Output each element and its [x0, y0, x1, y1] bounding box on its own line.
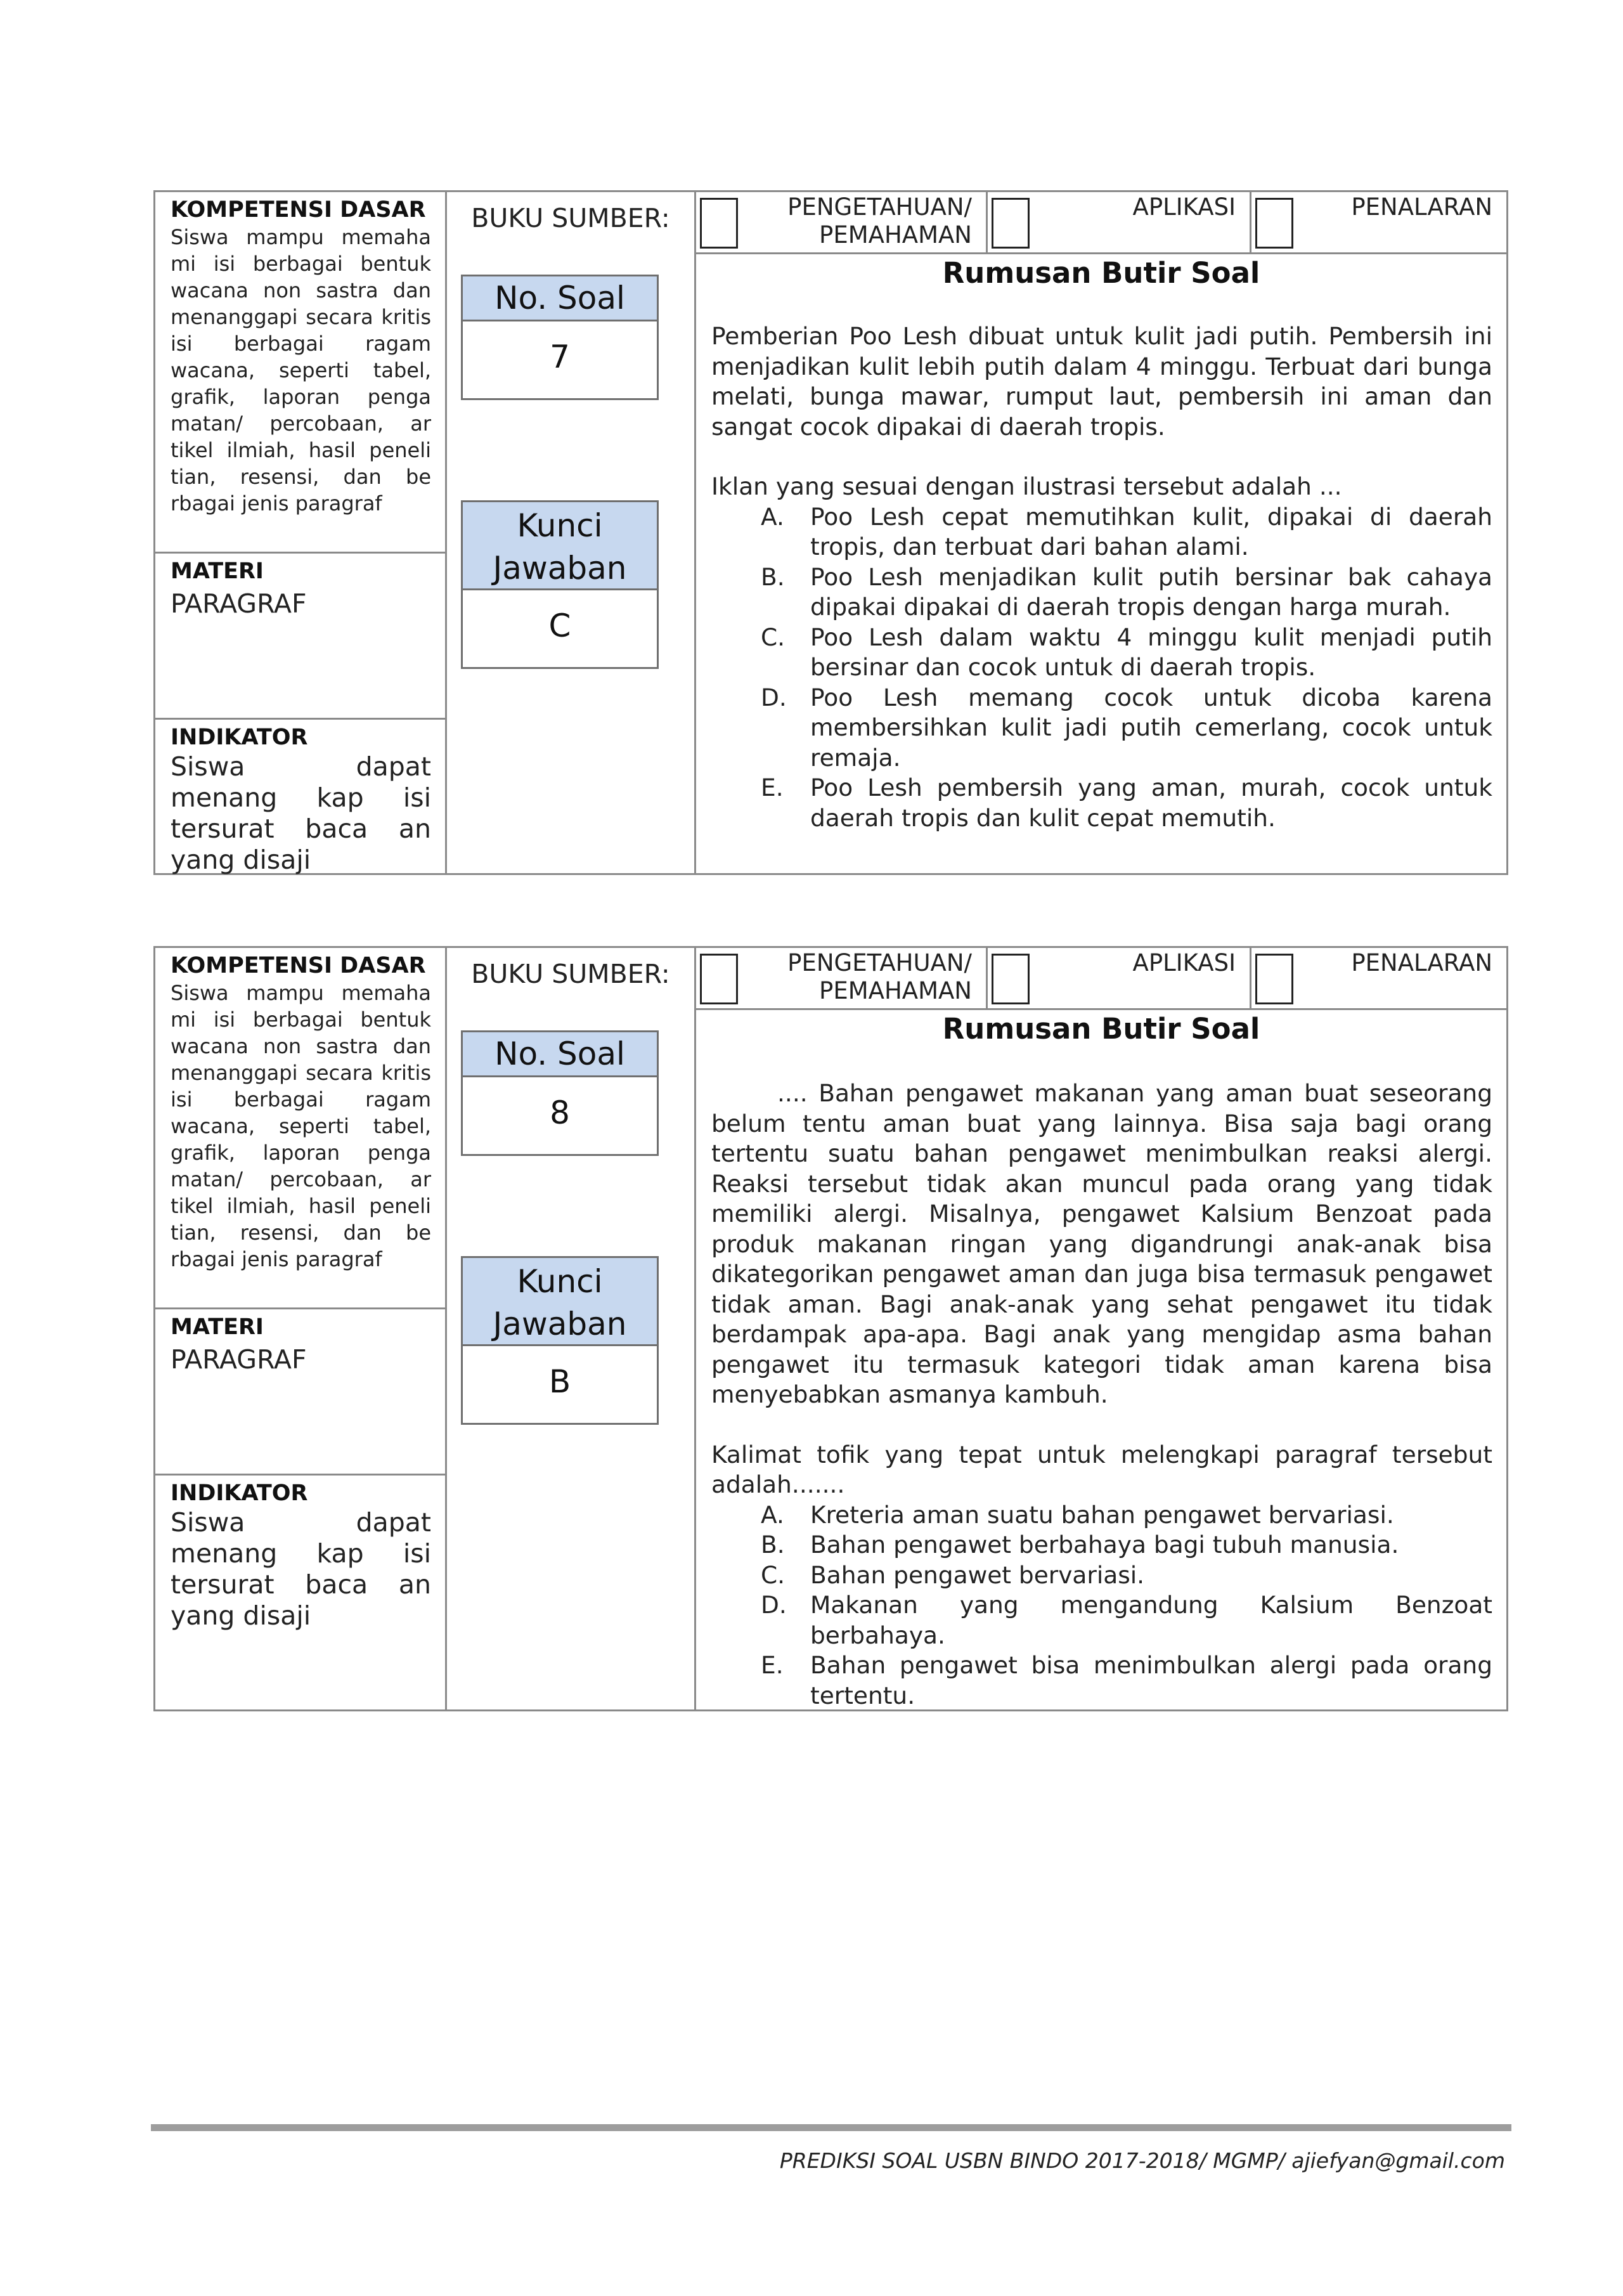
materi-section — [155, 1309, 445, 1476]
category-label-line1: PENGETAHUAN/ — [787, 949, 972, 976]
option-a — [711, 502, 1492, 562]
category-pengetahuan — [696, 192, 988, 252]
category-aplikasi — [988, 192, 1251, 252]
left-column — [155, 948, 447, 1709]
option-letter: C. — [761, 1560, 786, 1589]
category-label: PENALARAN — [1351, 949, 1492, 976]
option-text: Poo Lesh menjadikan kulit putih bersinar bak cahaya dipakai dipakai di daerah tropis dengan harga murah. — [810, 562, 1492, 621]
option-c — [711, 1560, 1492, 1591]
rumusan-title: Rumusan Butir Soal — [942, 1012, 1260, 1046]
option-letter: A. — [761, 502, 784, 531]
materi-heading: MATERI — [171, 1314, 264, 1340]
option-b — [711, 562, 1492, 623]
option-letter: B. — [761, 562, 785, 591]
option-b — [711, 1530, 1492, 1560]
kompetensi-dasar-heading: KOMPETENSI DASAR — [171, 953, 426, 978]
option-d — [711, 1590, 1492, 1651]
middle-column — [447, 192, 696, 873]
footer-divider — [151, 2124, 1511, 2131]
stimulus-paragraph: Pemberian Poo Lesh dibuat untuk kulit jadi putih. Pembersih ini menjadikan kulit lebih putih dalam 4 minggu. Terbuat dari bunga melati, bunga mawar, rumput laut, pembersih ini aman dan sangat cocok dipakai di daerah tropis. — [711, 322, 1492, 441]
option-text: Poo Lesh memang cocok untuk dicoba karena membersihkan kulit jadi putih cemerlang, cocok untuk remaja. — [810, 683, 1492, 772]
penalaran-checkbox[interactable] — [1255, 954, 1293, 1004]
option-letter: B. — [761, 1531, 785, 1559]
materi-value: PARAGRAF — [171, 588, 307, 619]
buku-sumber-label: BUKU SUMBER: — [471, 959, 670, 989]
category-label-line2: PEMAHAMAN — [819, 977, 972, 1004]
kompetensi-dasar-text: Siswa mampu memaha mi isi berbagai bentuk wacana non sastra dan menanggapi secara kritis isi berbagai ragam wacana, seperti tabel, grafik, laporan penga matan/ percobaan, ar tikel ilmiah, hasil peneli tian, resensi, dan be rbagai jenis paragraf — [171, 981, 431, 1271]
category-pengetahuan — [696, 948, 988, 1008]
option-letter: D. — [761, 683, 787, 711]
kunci-jawaban-label — [461, 500, 659, 590]
category-row — [696, 948, 1506, 1010]
kunci-jawaban-value: C — [461, 590, 659, 669]
rumusan-title: Rumusan Butir Soal — [942, 256, 1260, 290]
pengetahuan-checkbox[interactable] — [700, 198, 738, 249]
indikator-section — [155, 1476, 445, 1709]
pengetahuan-checkbox[interactable] — [700, 954, 738, 1004]
penalaran-checkbox[interactable] — [1255, 198, 1293, 249]
kunci-jawaban-value: B — [461, 1346, 659, 1425]
option-text: Poo Lesh dalam waktu 4 minggu kulit menjadi putih bersinar dan cocok untuk di daerah tropis. — [810, 623, 1492, 681]
option-e — [711, 773, 1492, 833]
category-penalaran — [1251, 192, 1506, 252]
right-column — [696, 192, 1506, 873]
kunci-label-line1: Kunci — [517, 1263, 603, 1300]
kunci-jawaban-label — [461, 1256, 659, 1346]
option-e — [711, 1651, 1492, 1711]
kunci-label-line1: Kunci — [517, 507, 603, 544]
category-label: PENALARAN — [1351, 193, 1492, 221]
category-label-line2: PEMAHAMAN — [819, 221, 972, 249]
category-label — [787, 193, 972, 249]
aplikasi-checkbox[interactable] — [992, 954, 1030, 1004]
category-label — [787, 949, 972, 1005]
category-label: APLIKASI — [1132, 193, 1236, 221]
question-stem: Kalimat tofik yang tepat untuk melengkapi paragraf tersebut adalah....... — [711, 1440, 1492, 1498]
option-text: Bahan pengawet bervariasi. — [810, 1560, 1145, 1589]
option-d — [711, 683, 1492, 774]
option-c — [711, 623, 1492, 683]
kompetensi-dasar-section — [155, 192, 445, 554]
indikator-heading: INDIKATOR — [171, 1481, 308, 1506]
indikator-section — [155, 720, 445, 873]
indikator-text: Siswa dapat menang kap isi tersurat baca an yang disaji — [171, 751, 431, 875]
option-text: Bahan pengawet berbahaya bagi tubuh manusia. — [810, 1531, 1399, 1559]
left-column — [155, 192, 447, 873]
option-letter: C. — [761, 623, 786, 651]
indikator-text: Siswa dapat menang kap isi tersurat baca an yang disaji — [171, 1507, 431, 1631]
option-text: Poo Lesh pembersih yang aman, murah, cocok untuk daerah tropis dan kulit cepat memutih. — [810, 774, 1492, 832]
question-card-8 — [153, 946, 1508, 1711]
middle-column — [447, 948, 696, 1709]
kompetensi-dasar-text: Siswa mampu memaha mi isi berbagai bentuk wacana non sastra dan menanggapi secara kritis isi berbagai ragam wacana, seperti tabel, grafik, laporan penga matan/ percobaan, ar tikel ilmiah, hasil peneli tian, resensi, dan be rbagai jenis paragraf — [171, 225, 431, 516]
category-label-line1: PENGETAHUAN/ — [787, 193, 972, 221]
category-penalaran — [1251, 948, 1506, 1008]
kompetensi-dasar-section — [155, 948, 445, 1309]
option-letter: E. — [761, 774, 784, 801]
option-text: Makanan yang mengandung Kalsium Benzoat berbahaya. — [810, 1591, 1492, 1649]
options-list — [711, 1500, 1492, 1711]
option-letter: A. — [761, 1500, 784, 1529]
kompetensi-dasar-heading: KOMPETENSI DASAR — [171, 197, 426, 223]
option-text: Bahan pengawet bisa menimbulkan alergi pada orang tertentu. — [810, 1651, 1492, 1709]
right-column — [696, 948, 1506, 1709]
kunci-label-line2: Jawaban — [493, 1306, 627, 1342]
category-aplikasi — [988, 948, 1251, 1008]
question-body — [711, 321, 1492, 833]
no-soal-value: 8 — [461, 1077, 659, 1156]
option-letter: D. — [761, 1591, 787, 1619]
options-list — [711, 502, 1492, 834]
aplikasi-checkbox[interactable] — [992, 198, 1030, 249]
option-text: Kreteria aman suatu bahan pengawet bervariasi. — [810, 1500, 1394, 1529]
footer-text: PREDIKSI SOAL USBN BINDO 2017-2018/ MGMP/ ajiefyan@gmail.com — [779, 2148, 1505, 2173]
option-a — [711, 1500, 1492, 1531]
no-soal-label: No. Soal — [461, 1030, 659, 1077]
category-label: APLIKASI — [1132, 949, 1236, 976]
category-row — [696, 192, 1506, 254]
materi-section — [155, 554, 445, 720]
kunci-label-line2: Jawaban — [493, 550, 627, 587]
no-soal-label: No. Soal — [461, 275, 659, 321]
materi-heading: MATERI — [171, 559, 264, 584]
question-card-7 — [153, 190, 1508, 875]
option-letter: E. — [761, 1651, 784, 1679]
materi-value: PARAGRAF — [171, 1344, 307, 1375]
question-body — [711, 1079, 1492, 1711]
question-stem: Iklan yang sesuai dengan ilustrasi tersebut adalah ... — [711, 472, 1342, 500]
no-soal-value: 7 — [461, 321, 659, 400]
stimulus-paragraph: .... Bahan pengawet makanan yang aman buat seseorang belum tentu aman buat yang lainnya. Bisa saja bagi orang tertentu suatu bahan pengawet menimbulkan reaksi alergi. Reaksi tersebut tidak akan muncul pada orang yang tidak memiliki alergi. Misalnya, pengawet Kalsium Benzoat pada produk makanan ringan yang digandrungi anak-anak bisa dikategorikan pengawet aman dan juga bisa termasuk pengawet tidak aman. Bagi anak-anak yang sehat pengawet itu tidak berdampak apa-apa. Bagi anak yang mengidap asma bahan pengawet itu termasuk kategori tidak aman karena bisa menyebabkan asmanya kambuh. — [711, 1079, 1492, 1408]
indikator-heading: INDIKATOR — [171, 725, 308, 750]
buku-sumber-label: BUKU SUMBER: — [471, 203, 670, 233]
option-text: Poo Lesh cepat memutihkan kulit, dipakai di daerah tropis, dan terbuat dari bahan alami. — [810, 502, 1492, 561]
